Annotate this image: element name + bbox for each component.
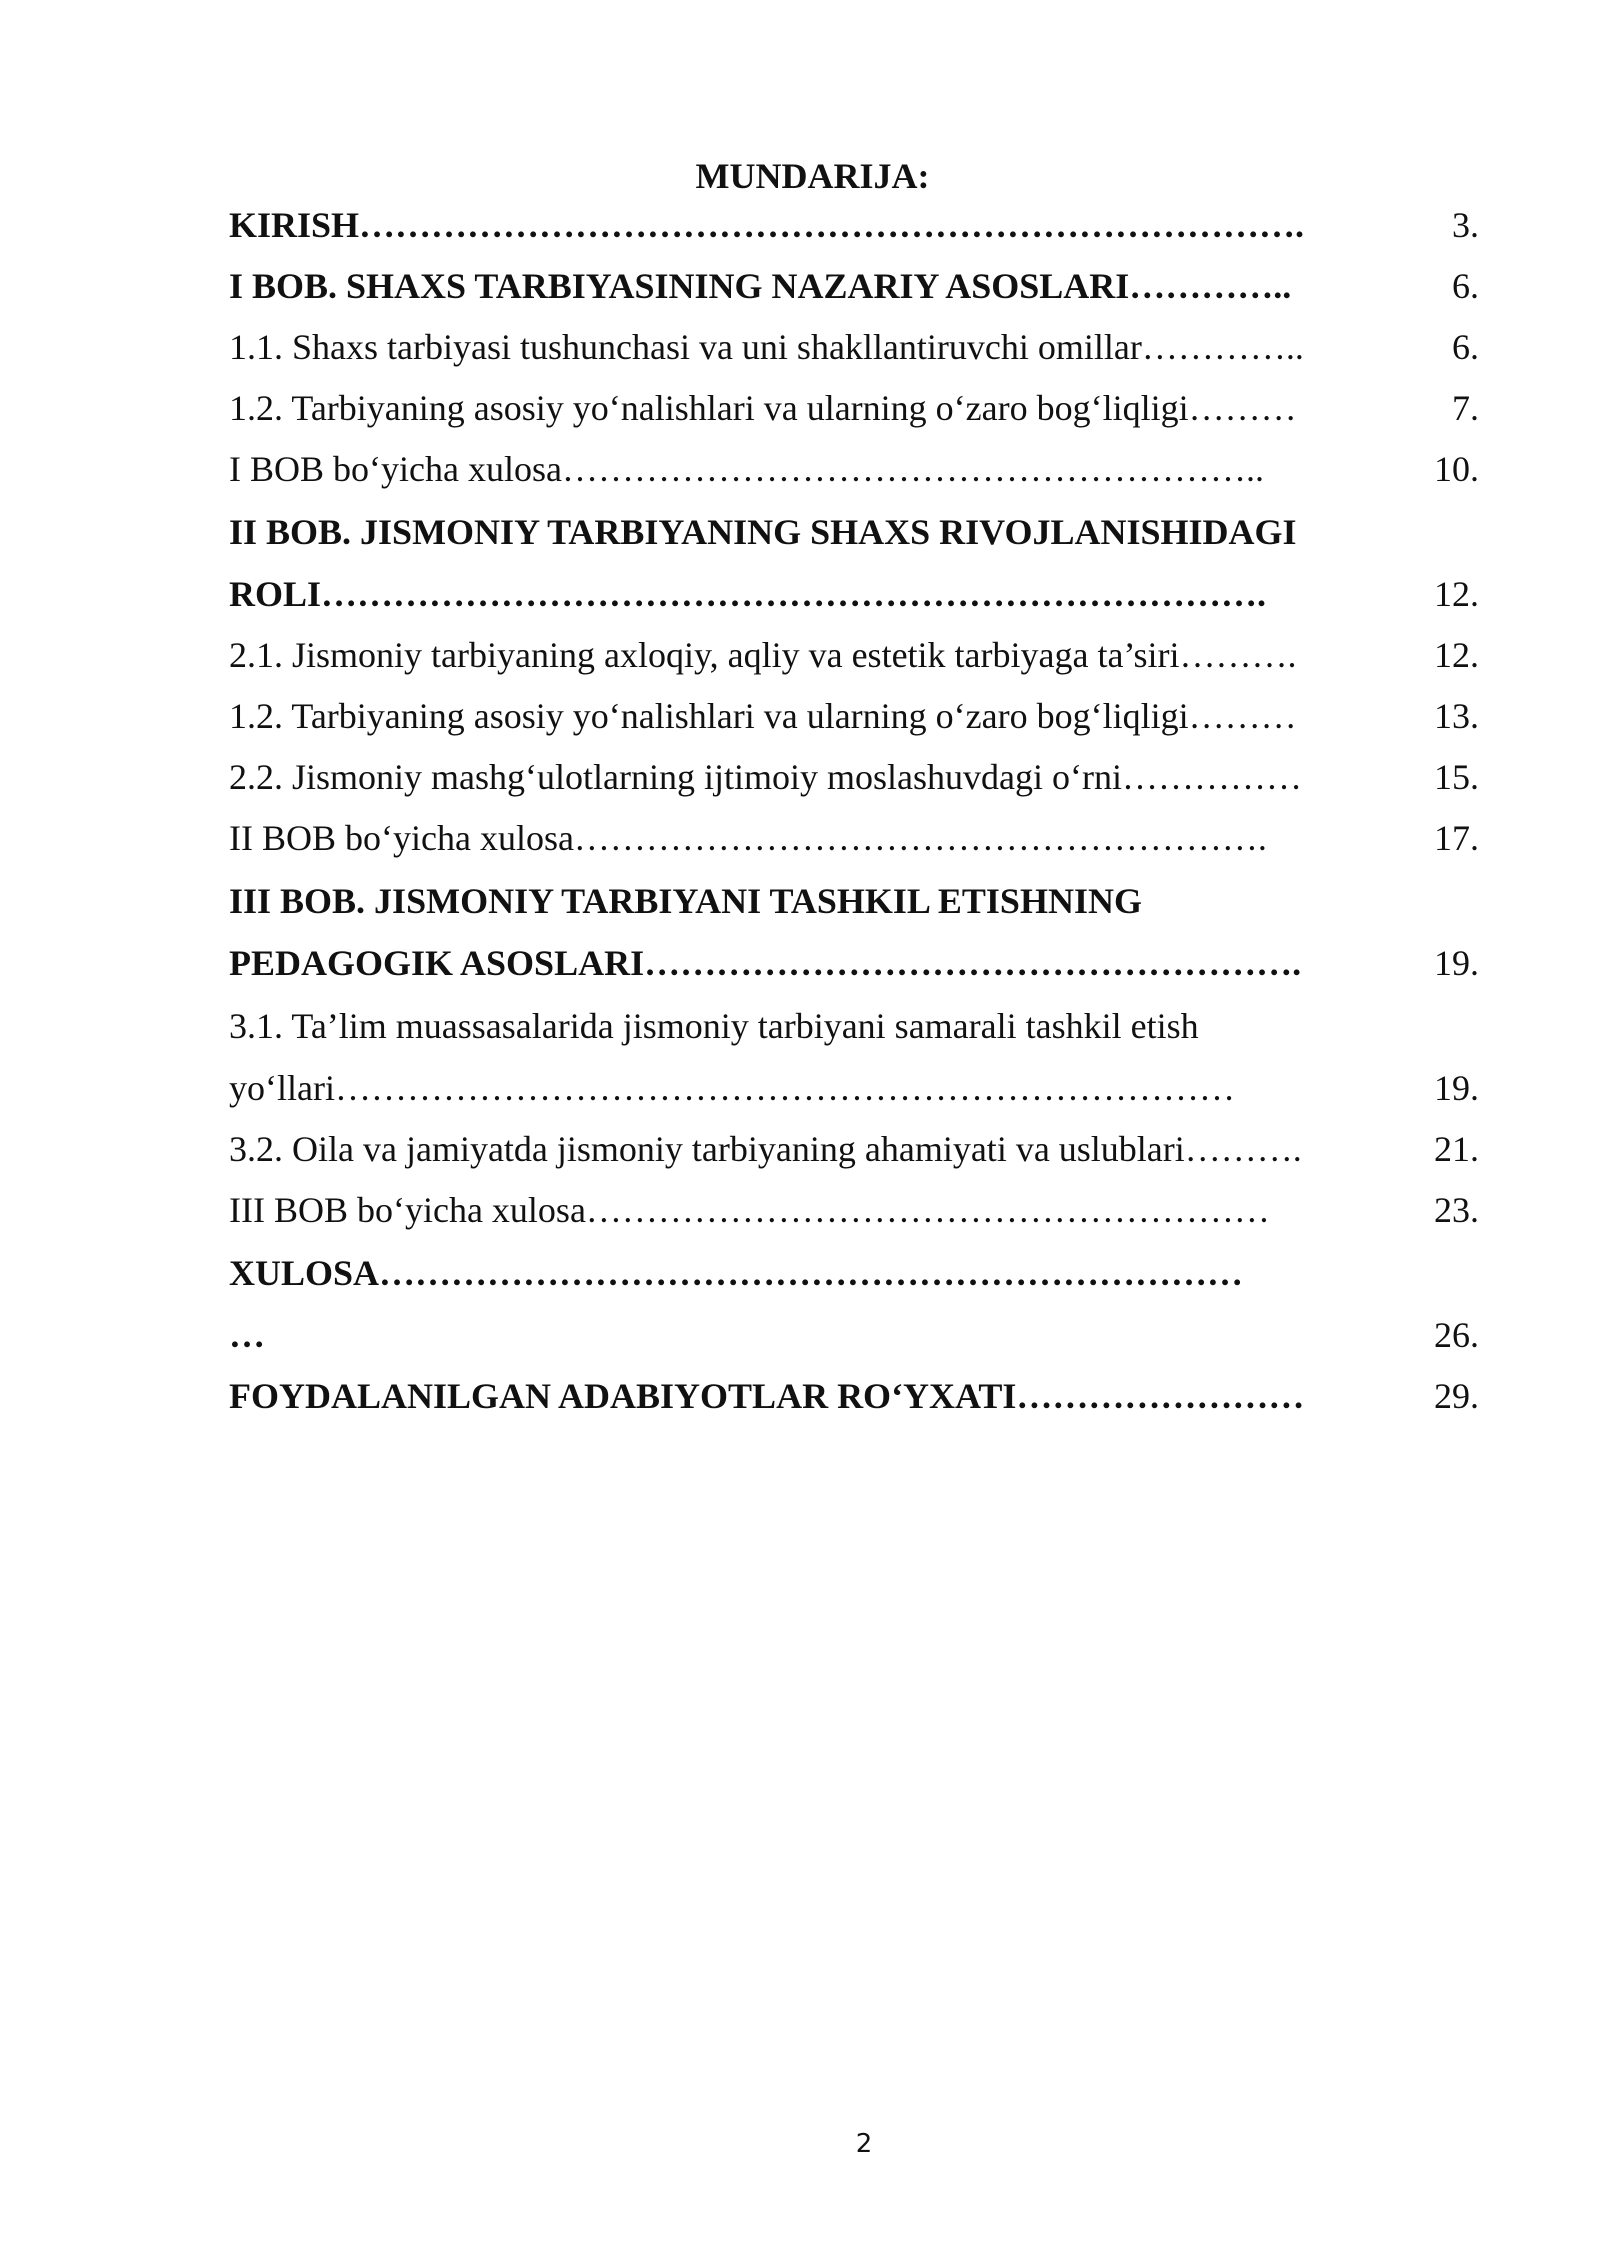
toc-entry-page: 10. [1434, 449, 1479, 489]
toc-entry [229, 994, 1479, 1119]
toc-entry [229, 439, 1479, 500]
toc-entry [229, 1180, 1479, 1241]
toc-entry [229, 1119, 1479, 1180]
toc-entry-text: FOYDALANILGAN ADABIYOTLAR RO‘YXATI…………………… [229, 1376, 1305, 1416]
toc-entry-page: 15. [1434, 757, 1479, 797]
toc-entry [229, 747, 1479, 808]
toc-entry-page: 19. [1434, 1068, 1479, 1108]
toc-entry-text: III BOB bo‘yicha xulosa………………………………………………… [229, 1190, 1270, 1230]
toc-entry [229, 317, 1479, 378]
toc-entry [229, 256, 1479, 317]
toc-entry [229, 500, 1479, 625]
toc-entry-page: 13. [1434, 696, 1479, 736]
toc-entry-page: 6. [1452, 327, 1479, 367]
toc-entry-text: I BOB bo‘yicha xulosa………………………………………………….. [229, 449, 1264, 489]
toc-entry-page: 7. [1452, 388, 1479, 428]
toc-entry-page: 12. [1434, 574, 1479, 614]
toc-entry-text: KIRISH……………………………………………………………………. [229, 205, 1305, 245]
toc-entry-page: 19. [1434, 943, 1479, 983]
toc-entry-text: III BOB. JISMONIY TARBIYANI TASHKIL ETISHNING PEDAGOGIK ASOSLARI………………………………………………. [229, 881, 1302, 983]
toc-entry-text: I BOB. SHAXS TARBIYASINING NAZARIY ASOSLARI………….. [229, 266, 1292, 306]
toc-entry-page: 26. [1434, 1315, 1479, 1355]
toc-entry-text: II BOB. JISMONIY TARBIYANING SHAXS RIVOJLANISHIDAGI ROLI……………………………………………………………………. [229, 512, 1297, 614]
toc-entry-text: 1.2. Tarbiyaning asosiy yo‘nalishlari va ularning o‘zaro bog‘liqligi……… [229, 388, 1297, 428]
toc-entry-page: 21. [1434, 1129, 1479, 1169]
toc-entry [229, 869, 1479, 994]
toc-entry [229, 1366, 1479, 1427]
toc-entry-page: 12. [1434, 635, 1479, 675]
page-number: 2 [855, 2129, 873, 2159]
toc-entry-page: 23. [1434, 1190, 1479, 1230]
toc-entry-page: 17. [1434, 818, 1479, 858]
toc-entry-text: XULOSA……………………………………………………………… … [229, 1253, 1244, 1355]
toc-entry [229, 808, 1479, 869]
toc-entry [229, 378, 1479, 439]
toc-entry-page: 3. [1452, 205, 1479, 245]
toc-entry-text: 3.2. Oila va jamiyatda jismoniy tarbiyaning ahamiyati va uslublari………. [229, 1129, 1302, 1169]
toc-entry [229, 625, 1479, 686]
toc-entry-text: 2.2. Jismoniy mashg‘ulotlarning ijtimoiy moslashuvdagi o‘rni…………… [229, 757, 1302, 797]
toc-title: MUNDARIJA: [695, 156, 930, 196]
toc-entry-text: 3.1. Ta’lim muassasalarida jismoniy tarbiyani samarali tashkil etish yo‘llari………………………………………………………………… [229, 1006, 1235, 1108]
toc-entry [229, 1241, 1479, 1366]
toc-entry [229, 686, 1479, 747]
toc-entry-text: 1.1. Shaxs tarbiyasi tushunchasi va uni shakllantiruvchi omillar………….. [229, 327, 1304, 367]
toc-entry-text: II BOB bo‘yicha xulosa…………………………………………………. [229, 818, 1267, 858]
toc-entry-page: 29. [1434, 1376, 1479, 1416]
toc-entry-text: 2.1. Jismoniy tarbiyaning axloqiy, aqliy va estetik tarbiyaga ta’siri………. [229, 635, 1297, 675]
table-of-contents [229, 195, 1479, 1427]
toc-entry-text: 1.2. Tarbiyaning asosiy yo‘nalishlari va ularning o‘zaro bog‘liqligi……… [229, 696, 1297, 736]
toc-entry-page: 6. [1452, 266, 1479, 306]
toc-entry [229, 195, 1479, 256]
